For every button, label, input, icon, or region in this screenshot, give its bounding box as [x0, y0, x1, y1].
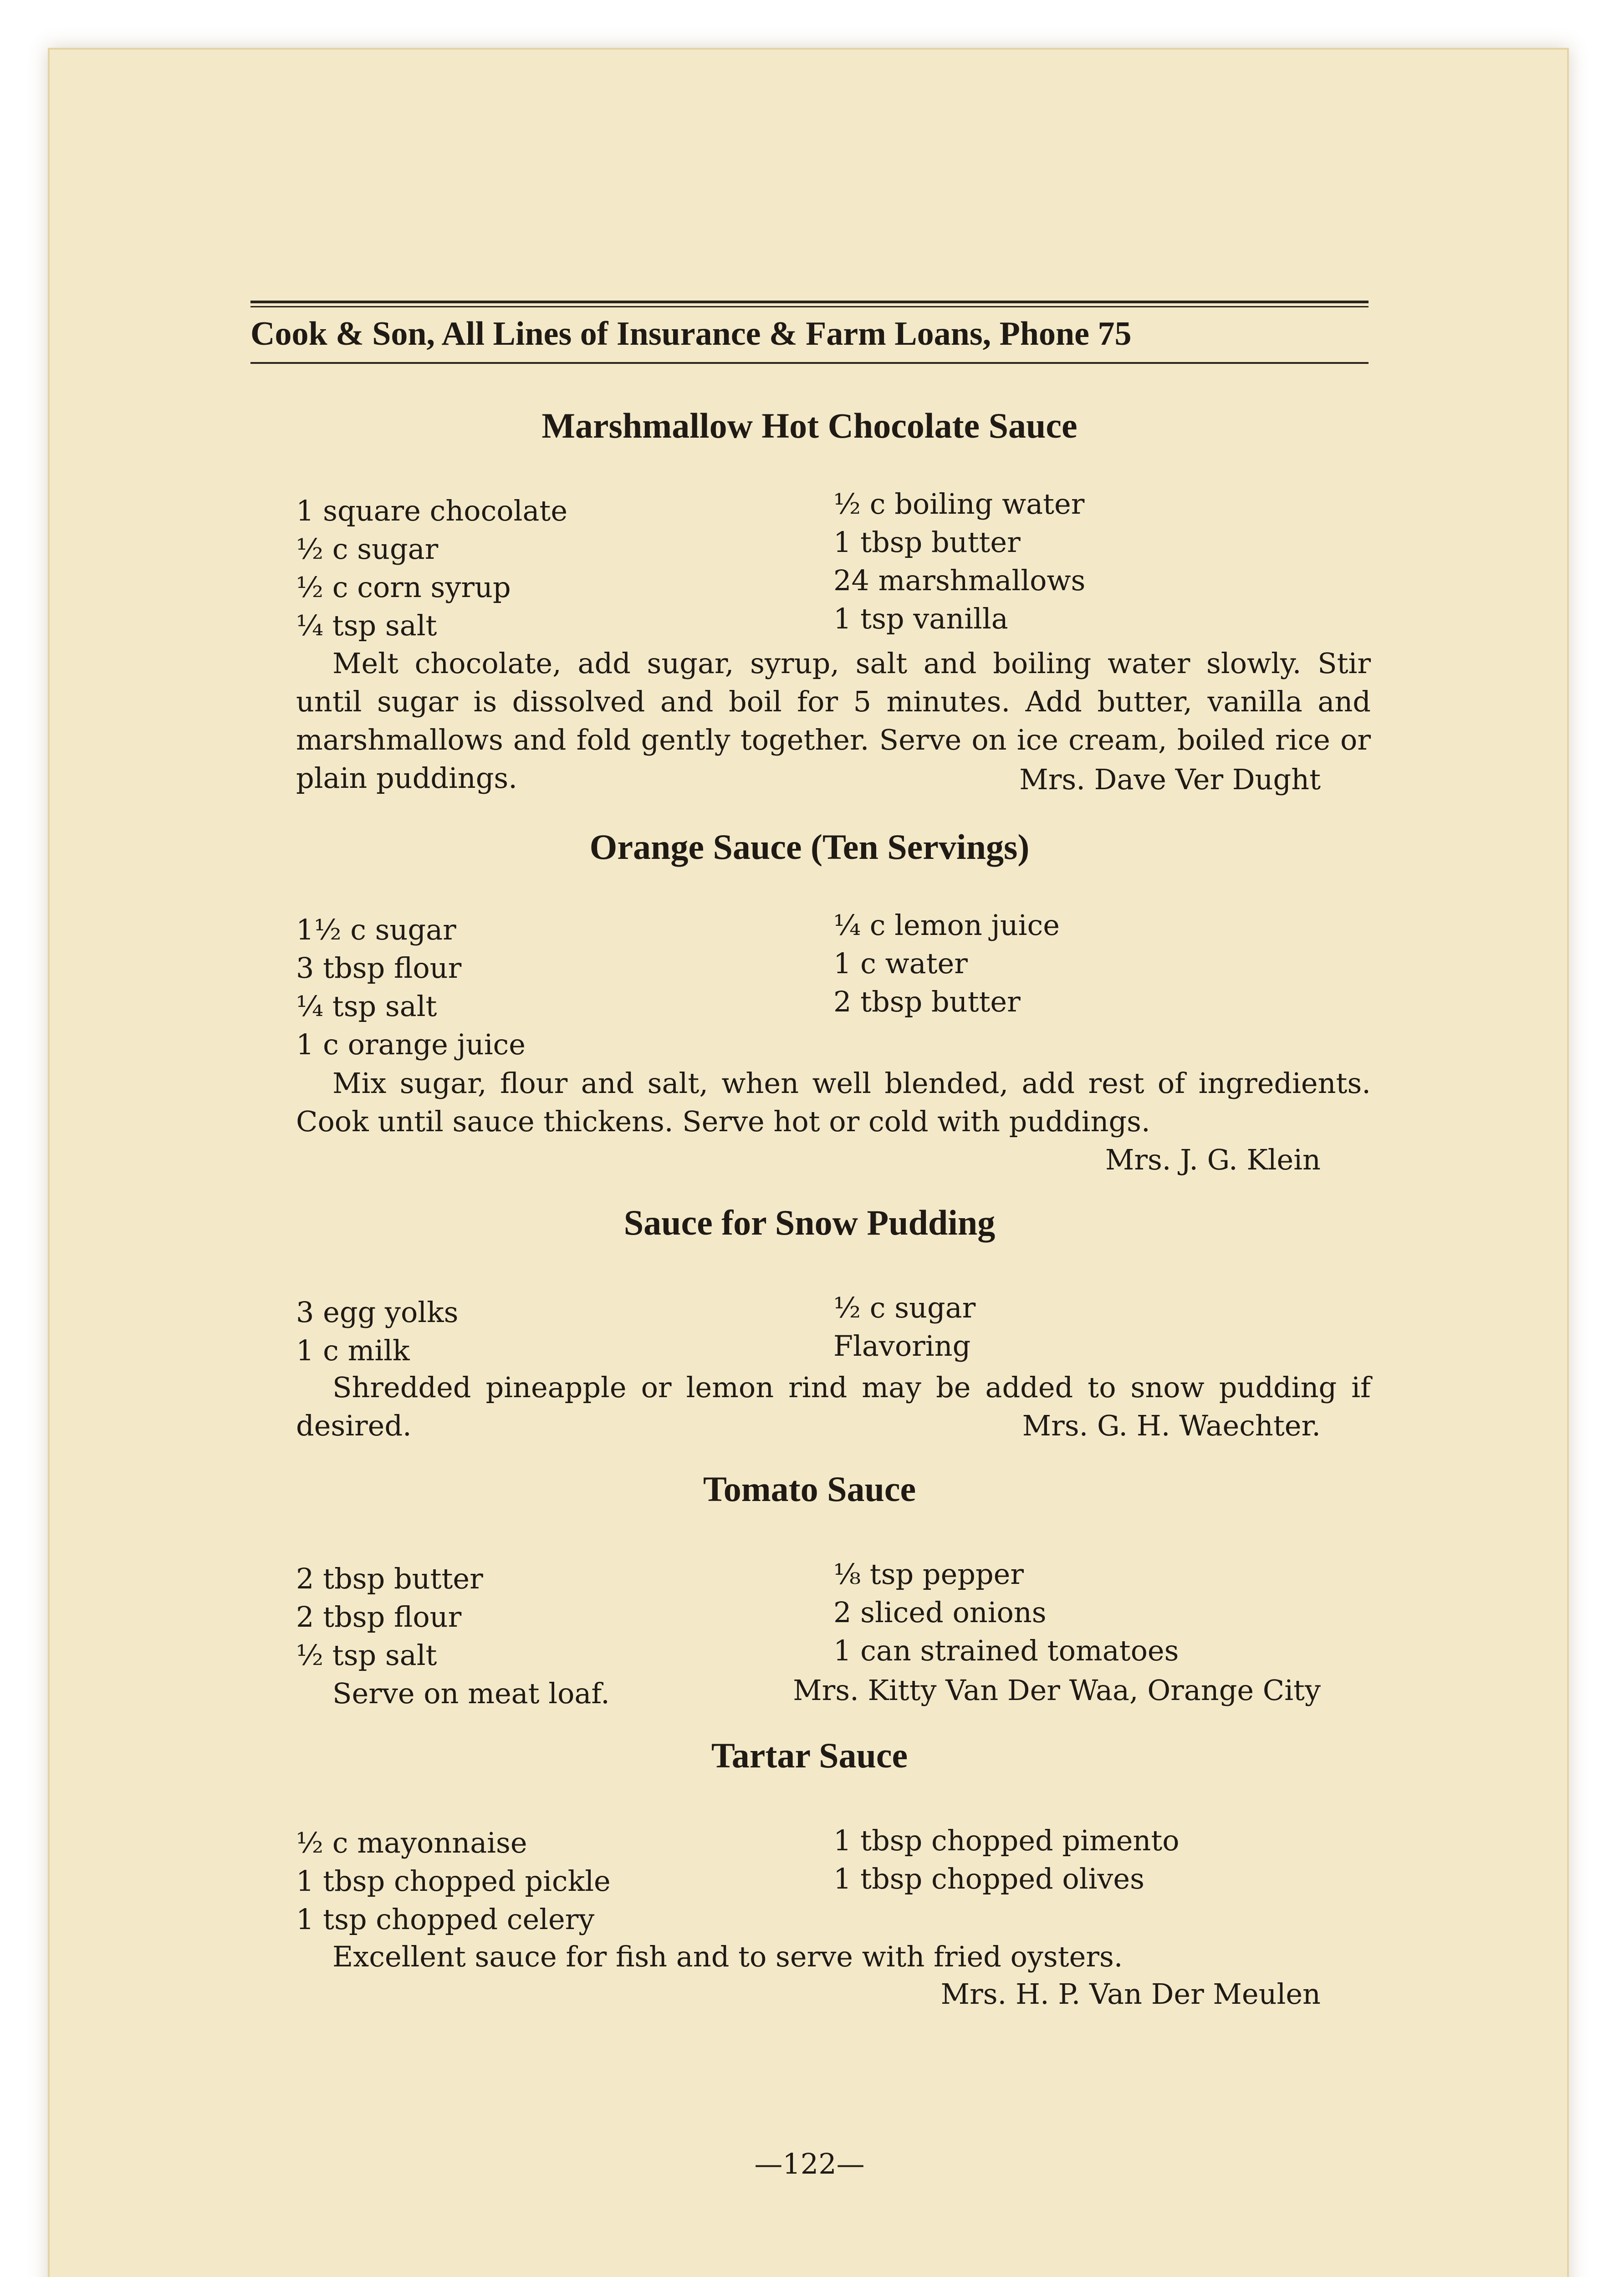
header-rule-top — [250, 301, 1369, 303]
ingredient: 3 egg yolks — [296, 1296, 459, 1329]
ingredient: 3 tbsp flour — [296, 951, 462, 985]
ingredient: ½ c sugar — [296, 532, 439, 566]
ingredient: 1 tbsp chopped olives — [833, 1862, 1144, 1895]
ingredient: ½ c mayonnaise — [296, 1826, 527, 1859]
ingredient: 1 tbsp butter — [833, 526, 1021, 559]
ingredient: 24 marshmallows — [833, 564, 1086, 597]
ingredient: ⅛ tsp pepper — [833, 1557, 1024, 1591]
book-page — [48, 48, 1569, 2277]
ingredient: ½ c corn syrup — [296, 571, 511, 604]
ingredient: 2 tbsp flour — [296, 1600, 462, 1634]
recipe-author: Mrs. Dave Ver Dught — [1019, 763, 1321, 796]
ingredient: 1 c orange juice — [296, 1028, 526, 1061]
recipe-title: Tartar Sauce — [711, 1736, 908, 1775]
recipe-instructions: Excellent sauce for fish and to serve with fried oysters. — [332, 1940, 1123, 1973]
ingredient: 2 tbsp butter — [833, 985, 1021, 1018]
ingredient: 2 tbsp butter — [296, 1562, 483, 1595]
ingredient: ¼ tsp salt — [296, 990, 437, 1023]
ingredient: ½ c sugar — [833, 1291, 976, 1324]
ingredient: 1 square chocolate — [296, 494, 568, 527]
ingredient: ½ c boiling water — [833, 487, 1085, 521]
recipe-author: Mrs. G. H. Waechter. — [1022, 1409, 1321, 1442]
recipe-author: Mrs. H. P. Van Der Meulen — [940, 1977, 1321, 2011]
recipe-title: Sauce for Snow Pudding — [623, 1203, 996, 1242]
ingredient: ½ tsp salt — [296, 1639, 437, 1672]
ingredient: 1½ c sugar — [296, 913, 456, 946]
recipe-instructions: Shredded pineapple or lemon rind may be added to snow pudding if desired. — [296, 1371, 1371, 1442]
ingredient: 1 tbsp chopped pickle — [296, 1864, 611, 1898]
ingredient: Flavoring — [833, 1329, 971, 1363]
recipe-title: Orange Sauce (Ten Servings) — [589, 827, 1030, 867]
recipe-title: Marshmallow Hot Chocolate Sauce — [541, 406, 1078, 445]
recipe-instructions: Melt chocolate, add sugar, syrup, salt and boiling water slowly. Stir until sugar is dissolved and boil for 5 minutes. Add butter, vanilla and marshmallows and fold gently together. Serve on ice cream, boiled rice or plain puddings. — [296, 647, 1371, 795]
recipe-author: Mrs. Kitty Van Der Waa, Orange City — [793, 1674, 1321, 1707]
ingredient: 1 tbsp chopped pimento — [833, 1824, 1180, 1857]
recipe-author: Mrs. J. G. Klein — [1105, 1143, 1321, 1176]
header-rule-bottom — [250, 362, 1369, 364]
recipe-instructions: Mix sugar, flour and salt, when well blended, add rest of ingredients. Cook until sauce thickens. Serve hot or cold with puddings. — [296, 1067, 1371, 1138]
ingredient: 1 tsp vanilla — [833, 602, 1008, 635]
ingredient: ¼ c lemon juice — [833, 909, 1060, 942]
header-rule-top-thin — [250, 306, 1369, 307]
recipe-instructions: Serve on meat loaf. — [332, 1677, 610, 1710]
ingredient: 1 can strained tomatoes — [833, 1634, 1179, 1667]
ingredient: 2 sliced onions — [833, 1596, 1047, 1629]
ingredient: 1 tsp chopped celery — [296, 1903, 595, 1936]
page-number: —122— — [754, 2147, 865, 2180]
recipe-title: Tomato Sauce — [703, 1469, 916, 1509]
header-advertisement: Cook & Son, All Lines of Insurance & Farm Loans, Phone 75 — [250, 315, 1132, 352]
ingredient: ¼ tsp salt — [296, 609, 437, 642]
ingredient: 1 c water — [833, 947, 968, 980]
ingredient: 1 c milk — [296, 1334, 410, 1367]
